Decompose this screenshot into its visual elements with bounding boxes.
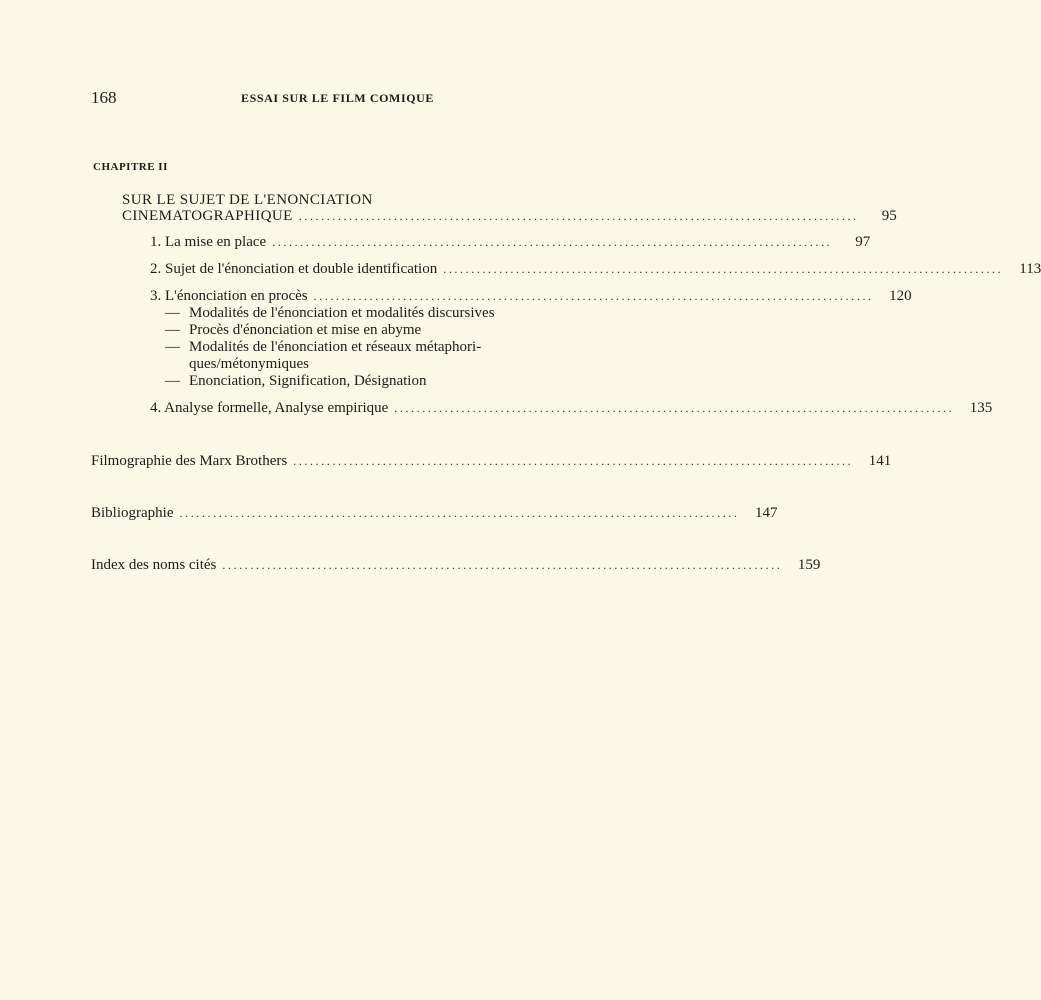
toc-page: 135 xyxy=(969,400,993,416)
subitem-text: Enonciation, Signification, Désignation xyxy=(189,373,427,389)
toc-leader: .................................................................................................... xyxy=(272,235,833,249)
toc-leader: .................................................................................................... xyxy=(222,558,783,572)
toc-page: 159 xyxy=(797,557,821,573)
toc-page: 95 xyxy=(881,208,897,224)
toc-leader: .................................................................................................... xyxy=(313,289,874,303)
toc-subitem-1 xyxy=(165,305,495,322)
toc-leader: .................................................................................................... xyxy=(179,506,740,520)
toc-subitem-2 xyxy=(165,322,421,339)
toc-row-chapter xyxy=(122,208,897,225)
running-head xyxy=(91,88,591,108)
toc-subitem-3 xyxy=(165,339,481,356)
toc-label: 2. Sujet de l'énonciation et double identification xyxy=(150,261,438,277)
toc-leader: .................................................................................................... xyxy=(298,209,859,223)
subitem-text: Modalités de l'énonciation et réseaux métaphori- xyxy=(189,339,482,355)
toc-leader: .................................................................................................... xyxy=(394,401,955,415)
dash: — xyxy=(165,373,180,389)
toc-label: 3. L'énonciation en procès xyxy=(150,288,308,304)
toc-subitem-4 xyxy=(165,373,426,390)
toc-row-section-2 xyxy=(150,261,1041,278)
dash: — xyxy=(165,305,180,321)
dash: — xyxy=(165,322,180,338)
toc-row-filmographie xyxy=(91,453,892,470)
toc-row-index xyxy=(91,557,821,574)
toc-subitem-3-continued xyxy=(165,356,309,373)
toc-page: 141 xyxy=(868,453,892,469)
toc-label: Filmographie des Marx Brothers xyxy=(91,453,288,469)
toc-page: 113 xyxy=(1019,261,1041,277)
page-number: 168 xyxy=(91,88,117,107)
chapter-title-line1: SUR LE SUJET DE L'ENONCIATION xyxy=(122,192,373,208)
toc-row-section-3 xyxy=(150,288,912,305)
toc-row-section-1 xyxy=(150,234,871,251)
subitem-text: Procès d'énonciation et mise en abyme xyxy=(189,322,422,338)
toc-leader: .................................................................................................... xyxy=(293,454,854,468)
toc-row-bibliographie xyxy=(91,505,778,522)
toc-label: 1. La mise en place xyxy=(150,234,267,250)
toc-leader: .................................................................................................... xyxy=(443,262,1004,276)
toc-row-section-4 xyxy=(150,400,993,417)
dash: — xyxy=(165,339,180,355)
subitem-text-continued: ques/métonymiques xyxy=(189,356,309,372)
toc-label: CINEMATOGRAPHIQUE xyxy=(122,208,293,224)
chapter-label: CHAPITRE II xyxy=(93,161,168,173)
toc-page: 97 xyxy=(855,234,871,250)
toc-label: Index des noms cités xyxy=(91,557,217,573)
toc-label: 4. Analyse formelle, Analyse empirique xyxy=(150,400,389,416)
running-title: ESSAI SUR LE FILM COMIQUE xyxy=(241,91,435,105)
subitem-text: Modalités de l'énonciation et modalités discursives xyxy=(189,305,495,321)
toc-label: Bibliographie xyxy=(91,505,174,521)
toc-page: 147 xyxy=(755,505,778,521)
chapter-title xyxy=(122,191,373,209)
toc-page: 120 xyxy=(889,288,912,304)
